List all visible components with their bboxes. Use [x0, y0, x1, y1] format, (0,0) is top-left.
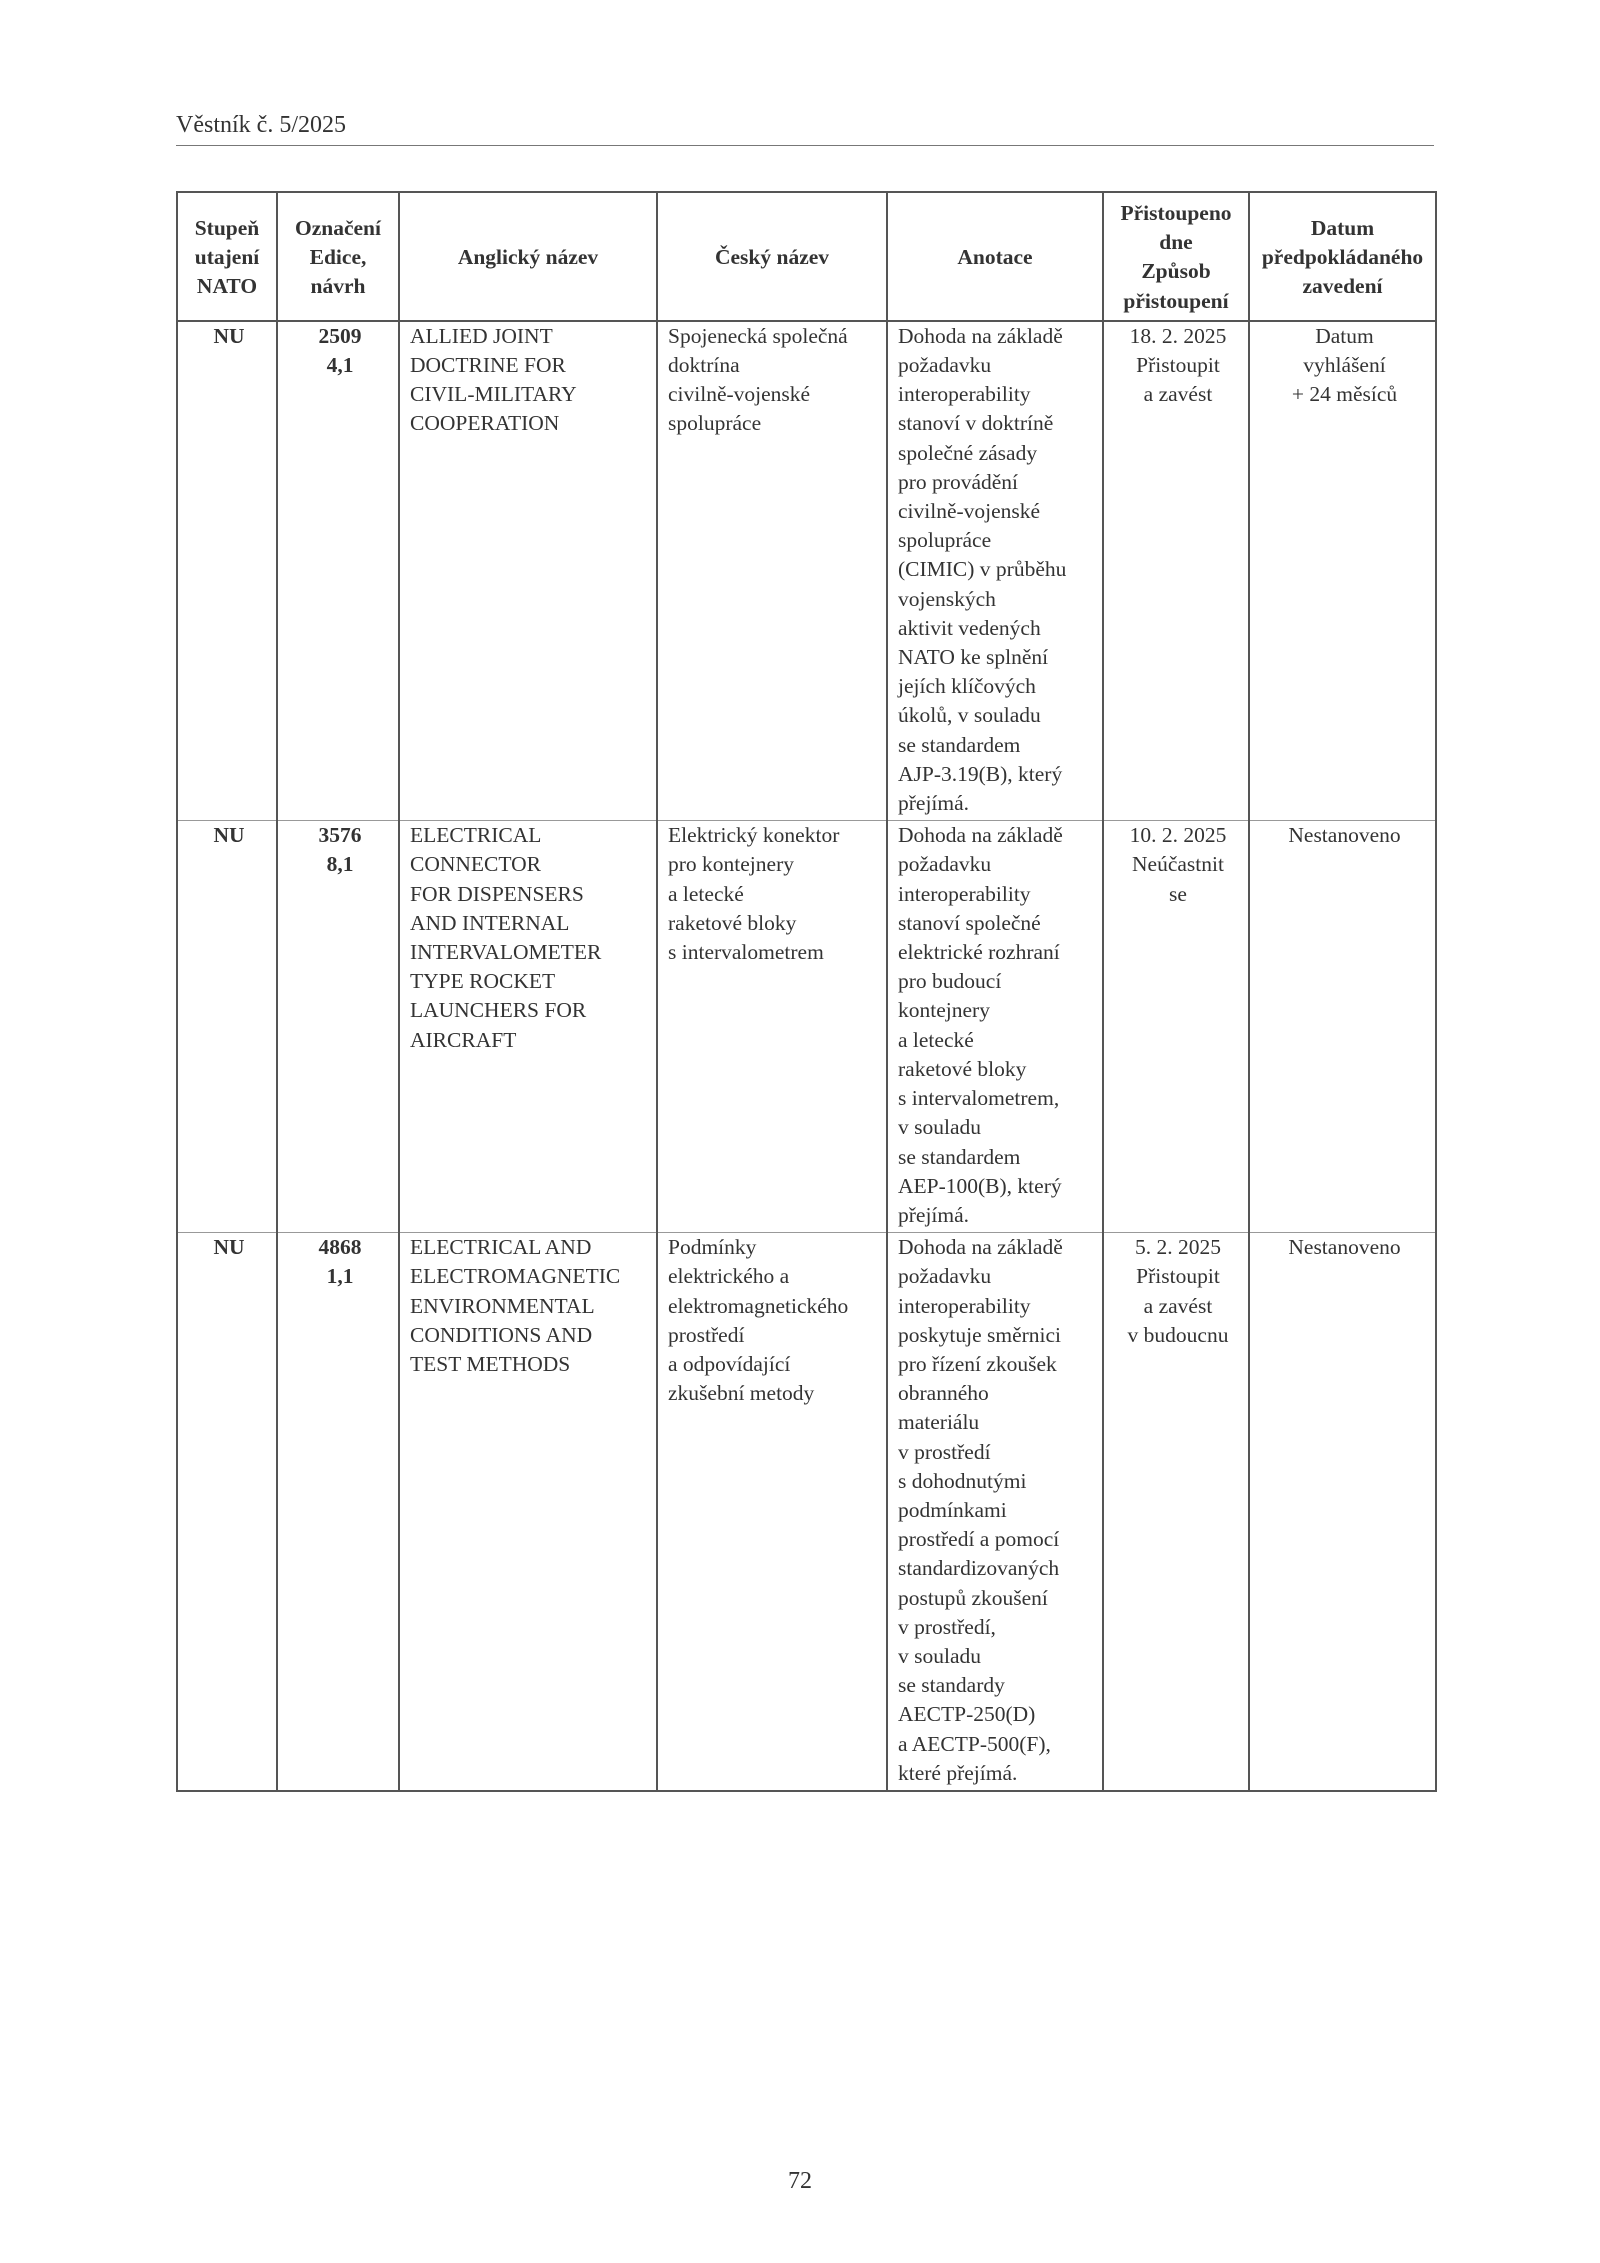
cell-line: NATO ke splnění	[898, 645, 1049, 670]
cell-line: FOR DISPENSERS	[410, 881, 584, 906]
cell-line: aktivit vedených	[898, 615, 1041, 640]
header-line: Anotace	[957, 244, 1033, 269]
cell-line: doktrína	[668, 353, 740, 378]
cell-line: ELECTRICAL AND	[410, 1235, 592, 1260]
cell-line: pro provádění	[898, 469, 1019, 494]
cell-line: AJP-3.19(B), který	[898, 761, 1063, 786]
cell-line: v souladu	[898, 1115, 982, 1140]
table-header	[177, 192, 1436, 321]
cell-line: kontejnery	[898, 998, 990, 1023]
cell-line: Datum	[1315, 323, 1374, 348]
cell-line: 18. 2. 2025	[1129, 323, 1227, 348]
cell-line: Dohoda na základě	[898, 323, 1063, 348]
cell-implementation-date	[1249, 321, 1436, 821]
table-row	[177, 1233, 1436, 1791]
cell-line: Dohoda na základě	[898, 1235, 1063, 1260]
cell-line: interoperability	[898, 881, 1031, 906]
cell-line: ELECTRICAL	[410, 823, 542, 848]
cell-line: civilně-vojenské	[668, 382, 811, 407]
cell-line: 4,1	[326, 353, 354, 378]
cell-line: CONNECTOR	[410, 852, 542, 877]
cell-classification-level: NU	[177, 1233, 277, 1791]
cell-line: a letecké	[668, 881, 744, 906]
cell-line: pro řízení zkoušek	[898, 1351, 1057, 1376]
cell-line: materiálu	[898, 1410, 980, 1435]
cell-line: AEP-100(B), který	[898, 1173, 1062, 1198]
page-number: 72	[788, 2168, 812, 2194]
cell-line: raketové bloky	[668, 910, 797, 935]
cell-line: v prostředí,	[898, 1614, 996, 1639]
cell-line: Přistoupit	[1136, 1264, 1220, 1289]
cell-accession	[1103, 321, 1249, 821]
cell-english-title	[399, 321, 657, 821]
cell-english-title	[399, 821, 657, 1233]
cell-line: s intervalometrem,	[898, 1086, 1060, 1111]
cell-line: požadavku	[898, 852, 992, 877]
cell-line: TEST METHODS	[410, 1351, 571, 1376]
column-header-level	[177, 192, 277, 321]
cell-line: jejích klíčových	[898, 674, 1036, 699]
header-line: Stupeň	[194, 215, 260, 240]
cell-line: v prostředí	[898, 1439, 991, 1464]
cell-line: interoperability	[898, 382, 1031, 407]
cell-czech-title	[657, 1233, 887, 1791]
cell-line: AIRCRAFT	[410, 1027, 517, 1052]
cell-line: CIVIL-MILITARY	[410, 382, 577, 407]
cell-line: prostředí	[668, 1322, 745, 1347]
cell-line: se standardem	[898, 732, 1021, 757]
cell-annotation	[887, 1233, 1103, 1791]
cell-line: úkolů, v souladu	[898, 703, 1041, 728]
header-line: Edice,	[309, 244, 367, 269]
cell-line: TYPE ROCKET	[410, 969, 556, 994]
cell-line: Přistoupit	[1136, 353, 1220, 378]
header-line: návrh	[310, 274, 366, 298]
header-divider	[176, 145, 1434, 146]
cell-line: civilně-vojenské	[898, 499, 1041, 524]
header-line: zavedení	[1302, 274, 1383, 298]
column-header-czech-title	[657, 192, 887, 321]
cell-line: pro budoucí	[898, 969, 1002, 994]
cell-line: 2509	[318, 323, 362, 348]
cell-line: DOCTRINE FOR	[410, 353, 566, 378]
header-line: Způsob	[1141, 259, 1211, 284]
cell-line: CONDITIONS AND	[410, 1322, 593, 1347]
cell-line: Nestanoveno	[1288, 823, 1401, 848]
cell-line: standardizovaných	[898, 1556, 1060, 1581]
cell-line: a AECTP-500(F),	[898, 1731, 1051, 1756]
cell-line: elektrického a	[668, 1264, 790, 1289]
column-header-designation	[277, 192, 399, 321]
cell-line: Dohoda na základě	[898, 823, 1063, 848]
column-header-english-title	[399, 192, 657, 321]
cell-line: v souladu	[898, 1643, 982, 1668]
cell-line: přejímá.	[898, 791, 970, 816]
cell-line: stanoví v doktríně	[898, 411, 1054, 436]
table-row	[177, 321, 1436, 821]
cell-line: Neúčastnit	[1132, 852, 1224, 877]
cell-line: 1,1	[326, 1264, 354, 1289]
cell-annotation	[887, 321, 1103, 821]
header-line: předpokládaného	[1261, 244, 1424, 269]
header-line: Anglický název	[457, 244, 599, 269]
header-line: dne	[1159, 230, 1193, 255]
cell-line: poskytuje směrnici	[898, 1322, 1062, 1347]
cell-implementation-date	[1249, 1233, 1436, 1791]
cell-line: se	[1169, 881, 1187, 906]
cell-czech-title	[657, 821, 887, 1233]
cell-line: přejímá.	[898, 1202, 970, 1227]
cell-line: (CIMIC) v průběhu	[898, 557, 1067, 582]
cell-line: 3576	[318, 823, 362, 848]
cell-line: raketové bloky	[898, 1056, 1027, 1081]
cell-line: ELECTROMAGNETIC	[410, 1264, 621, 1289]
cell-line: INTERVALOMETER	[410, 940, 602, 965]
cell-line: které přejímá.	[898, 1760, 1018, 1785]
column-header-accession	[1103, 192, 1249, 321]
cell-line: 4868	[318, 1235, 362, 1260]
cell-line: a zavést	[1143, 1293, 1213, 1318]
cell-czech-title	[657, 321, 887, 821]
cell-classification-level: NU	[177, 821, 277, 1233]
cell-classification-level: NU	[177, 321, 277, 821]
cell-line: vojenských	[898, 586, 996, 611]
cell-line: se standardy	[898, 1673, 1005, 1698]
cell-line: a letecké	[898, 1027, 974, 1052]
cell-line: s intervalometrem	[668, 940, 824, 965]
cell-line: elektrické rozhraní	[898, 940, 1060, 965]
cell-line: postupů zkoušení	[898, 1585, 1048, 1610]
header-line: Označení	[295, 215, 381, 240]
cell-line: 10. 2. 2025	[1129, 823, 1227, 848]
cell-implementation-date	[1249, 821, 1436, 1233]
cell-accession	[1103, 1233, 1249, 1791]
cell-line: a odpovídající	[668, 1351, 791, 1376]
cell-line: se standardem	[898, 1144, 1021, 1169]
table-body	[177, 321, 1436, 1791]
cell-line: v budoucnu	[1127, 1322, 1229, 1347]
cell-line: spolupráce	[668, 411, 762, 436]
table-row	[177, 821, 1436, 1233]
cell-designation	[277, 821, 399, 1233]
cell-line: obranného	[898, 1381, 989, 1406]
cell-line: požadavku	[898, 1264, 992, 1289]
header-row	[177, 192, 1436, 321]
cell-line: vyhlášení	[1303, 353, 1386, 378]
cell-line: požadavku	[898, 353, 992, 378]
cell-line: ALLIED JOINT	[410, 323, 553, 348]
cell-line: interoperability	[898, 1293, 1031, 1318]
cell-line: stanoví společné	[898, 910, 1041, 935]
cell-line: Podmínky	[668, 1235, 757, 1260]
column-header-annotation	[887, 192, 1103, 321]
cell-line: prostředí a pomocí	[898, 1527, 1060, 1552]
header-line: Přistoupeno	[1120, 201, 1232, 225]
header-line: utajení	[194, 244, 260, 269]
cell-line: s dohodnutými	[898, 1468, 1027, 1493]
standards-table	[176, 191, 1437, 1792]
cell-line: AND INTERNAL	[410, 910, 570, 935]
cell-line: ENVIRONMENTAL	[410, 1293, 595, 1318]
cell-line: zkušební metody	[668, 1381, 815, 1406]
cell-line: a zavést	[1143, 382, 1213, 407]
cell-line: společné zásady	[898, 440, 1038, 465]
header-line: přistoupení	[1123, 288, 1229, 313]
cell-designation	[277, 321, 399, 821]
cell-line: COOPERATION	[410, 411, 560, 436]
cell-line: LAUNCHERS FOR	[410, 998, 587, 1023]
cell-line: Elektrický konektor	[668, 823, 840, 848]
cell-line: 5. 2. 2025	[1135, 1235, 1221, 1260]
cell-line: elektromagnetického	[668, 1293, 849, 1318]
cell-line: pro kontejnery	[668, 852, 794, 877]
cell-line: spolupráce	[898, 528, 992, 553]
cell-line: AECTP-250(D)	[898, 1702, 1036, 1727]
cell-line: 8,1	[326, 852, 354, 877]
page-header-title: Věstník č. 5/2025	[176, 112, 346, 138]
cell-line: Spojenecká společná	[668, 323, 848, 348]
cell-annotation	[887, 821, 1103, 1233]
cell-line: + 24 měsíců	[1291, 382, 1398, 407]
cell-accession	[1103, 821, 1249, 1233]
column-header-implementation-date	[1249, 192, 1436, 321]
cell-english-title	[399, 1233, 657, 1791]
cell-line: Nestanoveno	[1288, 1235, 1401, 1260]
header-line: Datum	[1310, 215, 1375, 240]
header-line: Český název	[714, 244, 830, 269]
cell-designation	[277, 1233, 399, 1791]
cell-line: podmínkami	[898, 1497, 1007, 1522]
header-line: NATO	[196, 274, 258, 298]
